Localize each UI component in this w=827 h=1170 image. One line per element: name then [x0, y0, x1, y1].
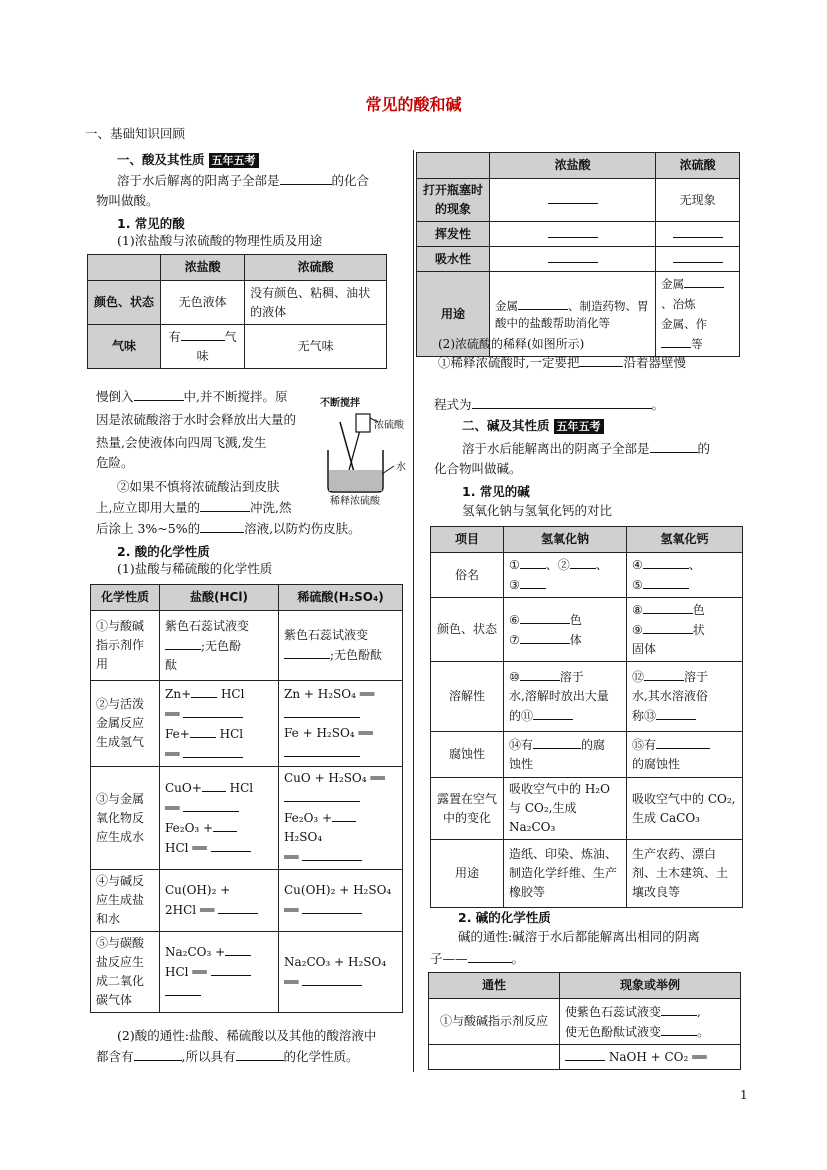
skin-instruction-2: 上,应立即用大量的 冲洗,然 — [96, 500, 292, 515]
water-label: 水 — [396, 462, 406, 473]
frequency-badge: 五年五考 — [554, 419, 604, 434]
base-general: 碱的通性:碱溶于水后都能解离出相同的阴离 — [458, 929, 700, 944]
dilute-continue: 慢倒入 中,并不断搅拌。原 — [96, 389, 288, 404]
base-definition-2: 化合物叫做碱。 — [434, 461, 522, 476]
dilute-reason: 因是浓硫酸溶于水时会释放出大量的 — [96, 412, 297, 427]
stir-label: 不断搅拌 — [320, 398, 360, 409]
dilute-reason-2: 热量,会使液体向四周飞溅,发生 — [96, 435, 267, 450]
base-chem-title: 2. 碱的化学性质 — [458, 910, 551, 925]
page-title: 常见的酸和碱 — [365, 95, 462, 114]
acid-common-property: (2)酸的通性:盐酸、稀硫酸以及其他的酸溶液中 — [117, 1028, 377, 1043]
acid-volatility-table: 浓盐酸 浓硫酸 打开瓶塞时的现象 无现象 挥发性 吸水性 用途 金属 、制造药物、胃酸中的盐酸帮助消化等 金属、冶炼 金属、作等 — [416, 152, 740, 357]
dilution-figure — [318, 392, 413, 507]
base-compare-table: 项目 氢氧化钠 氢氧化钙 俗名 ① 、② 、 ③ ④ 、 ⑤ 颜色、状态 ⑥ 色 ⑦ 体 ⑧ 色 ⑨ 状 固体 溶解性 ⑩ 溶于 水,溶解时放出大量 的⑪ ⑫ 溶于 水,其水溶液俗 称⑬ 腐蚀性 ⑭有 的腐 蚀性 ⑮有 的腐蚀性 露置在空气中的变化 吸收空气中的 H₂O 与 CO₂,生成 Na₂CO₃ 吸收空气中的 CO₂,生成 CaCO₃ 用途 造纸、印染、炼油、制造化学纤维、生产橡胶等 生产农药、漂白剂、土木建筑、土壤改良等 — [430, 526, 743, 908]
base-heading: 二、碱及其性质 五年五考 — [462, 416, 604, 434]
acid-chem-table: 化学性质 盐酸(HCl) 稀硫酸(H₂SO₄) ①与酸碱指示剂作用 紫色石蕊试液变 ;无色酚 酞 紫色石蕊试液变 ;无色酚酞 ②与活泼金属反应生成氢气 Zn+ HCl ══ Fe+ HCl ══ Zn + H₂SO₄ ══ Fe + H₂SO₄ ══ ③与金属氧化物反应生成水 CuO+ HCl ══ Fe₂O₃ + HCl ══ CuO + H₂SO₄ ══ Fe₂O₃ + H₂SO₄ ══ ④与碱反应生成盐和水 Cu(OH)₂ + 2HCl ══ Cu(OH)₂ + H₂SO₄ ══ ⑤与碳酸盐反应生成二氧化碳气体 Na₂CO₃ + HCl ══ Na₂CO₃ + H₂SO₄ ══ — [90, 584, 403, 1013]
acid-common-property-2: 都含有 ,所以具有 的化学性质。 — [96, 1049, 359, 1064]
acid-definition: 溶于水后解离的阳离子全部是 的化合 — [117, 173, 370, 188]
physical-title: (1)浓盐酸与浓硫酸的物理性质及用途 — [117, 233, 323, 248]
section-heading: 一、基础知识回顾 — [85, 126, 186, 141]
common-acids-title: 1. 常见的酸 — [117, 216, 185, 231]
acid-chem-title: 2. 酸的化学性质 — [117, 544, 210, 559]
skin-instruction-3: 后涂上 3%~5%的 溶液,以防灼伤皮肤。 — [96, 521, 361, 536]
acid-chem-sub: (1)盐酸与稀硫酸的化学性质 — [117, 561, 273, 576]
acid-physical-table: 浓盐酸 浓硫酸 颜色、状态 无色液体 没有颜色、粘稠、油状的液体 气味 有 气味 无气味 — [87, 254, 387, 369]
dilute-title: (2)浓硫酸的稀释(如图所示) — [438, 337, 585, 351]
frequency-badge: 五年五考 — [209, 153, 259, 168]
base-chem-table: 通性 现象或举例 ①与酸碱指示剂反应 使紫色石蕊试液变 , 使无色酚酞试液变 。 NaOH + CO₂ ══ — [428, 972, 741, 1070]
skin-instruction: ②如果不慎将浓硫酸沾到皮肤 — [117, 479, 280, 494]
compare-title: 氢氧化钠与氢氧化钙的对比 — [462, 503, 613, 518]
acid-label: 浓硫酸 — [374, 420, 404, 431]
base-definition: 溶于水后能解离出的阴离子全部是 的 — [462, 441, 711, 456]
column-divider — [413, 150, 414, 1072]
equation-line: 程式为 。 — [434, 397, 665, 412]
figure-caption: 稀释浓硫酸 — [330, 496, 380, 507]
page-number: 1 — [740, 1088, 748, 1102]
dilute-text: ①稀释浓硫酸时,一定要把 沿着器壁慢 — [438, 355, 686, 370]
base-general-2: 子—— 。 — [430, 951, 525, 966]
common-bases-title: 1. 常见的碱 — [462, 484, 530, 499]
beaker-illustration — [318, 392, 413, 507]
dilute-danger: 危险。 — [96, 455, 134, 470]
acid-heading: 一、酸及其性质 五年五考 — [117, 150, 259, 168]
acid-definition-2: 物叫做酸。 — [96, 193, 159, 208]
